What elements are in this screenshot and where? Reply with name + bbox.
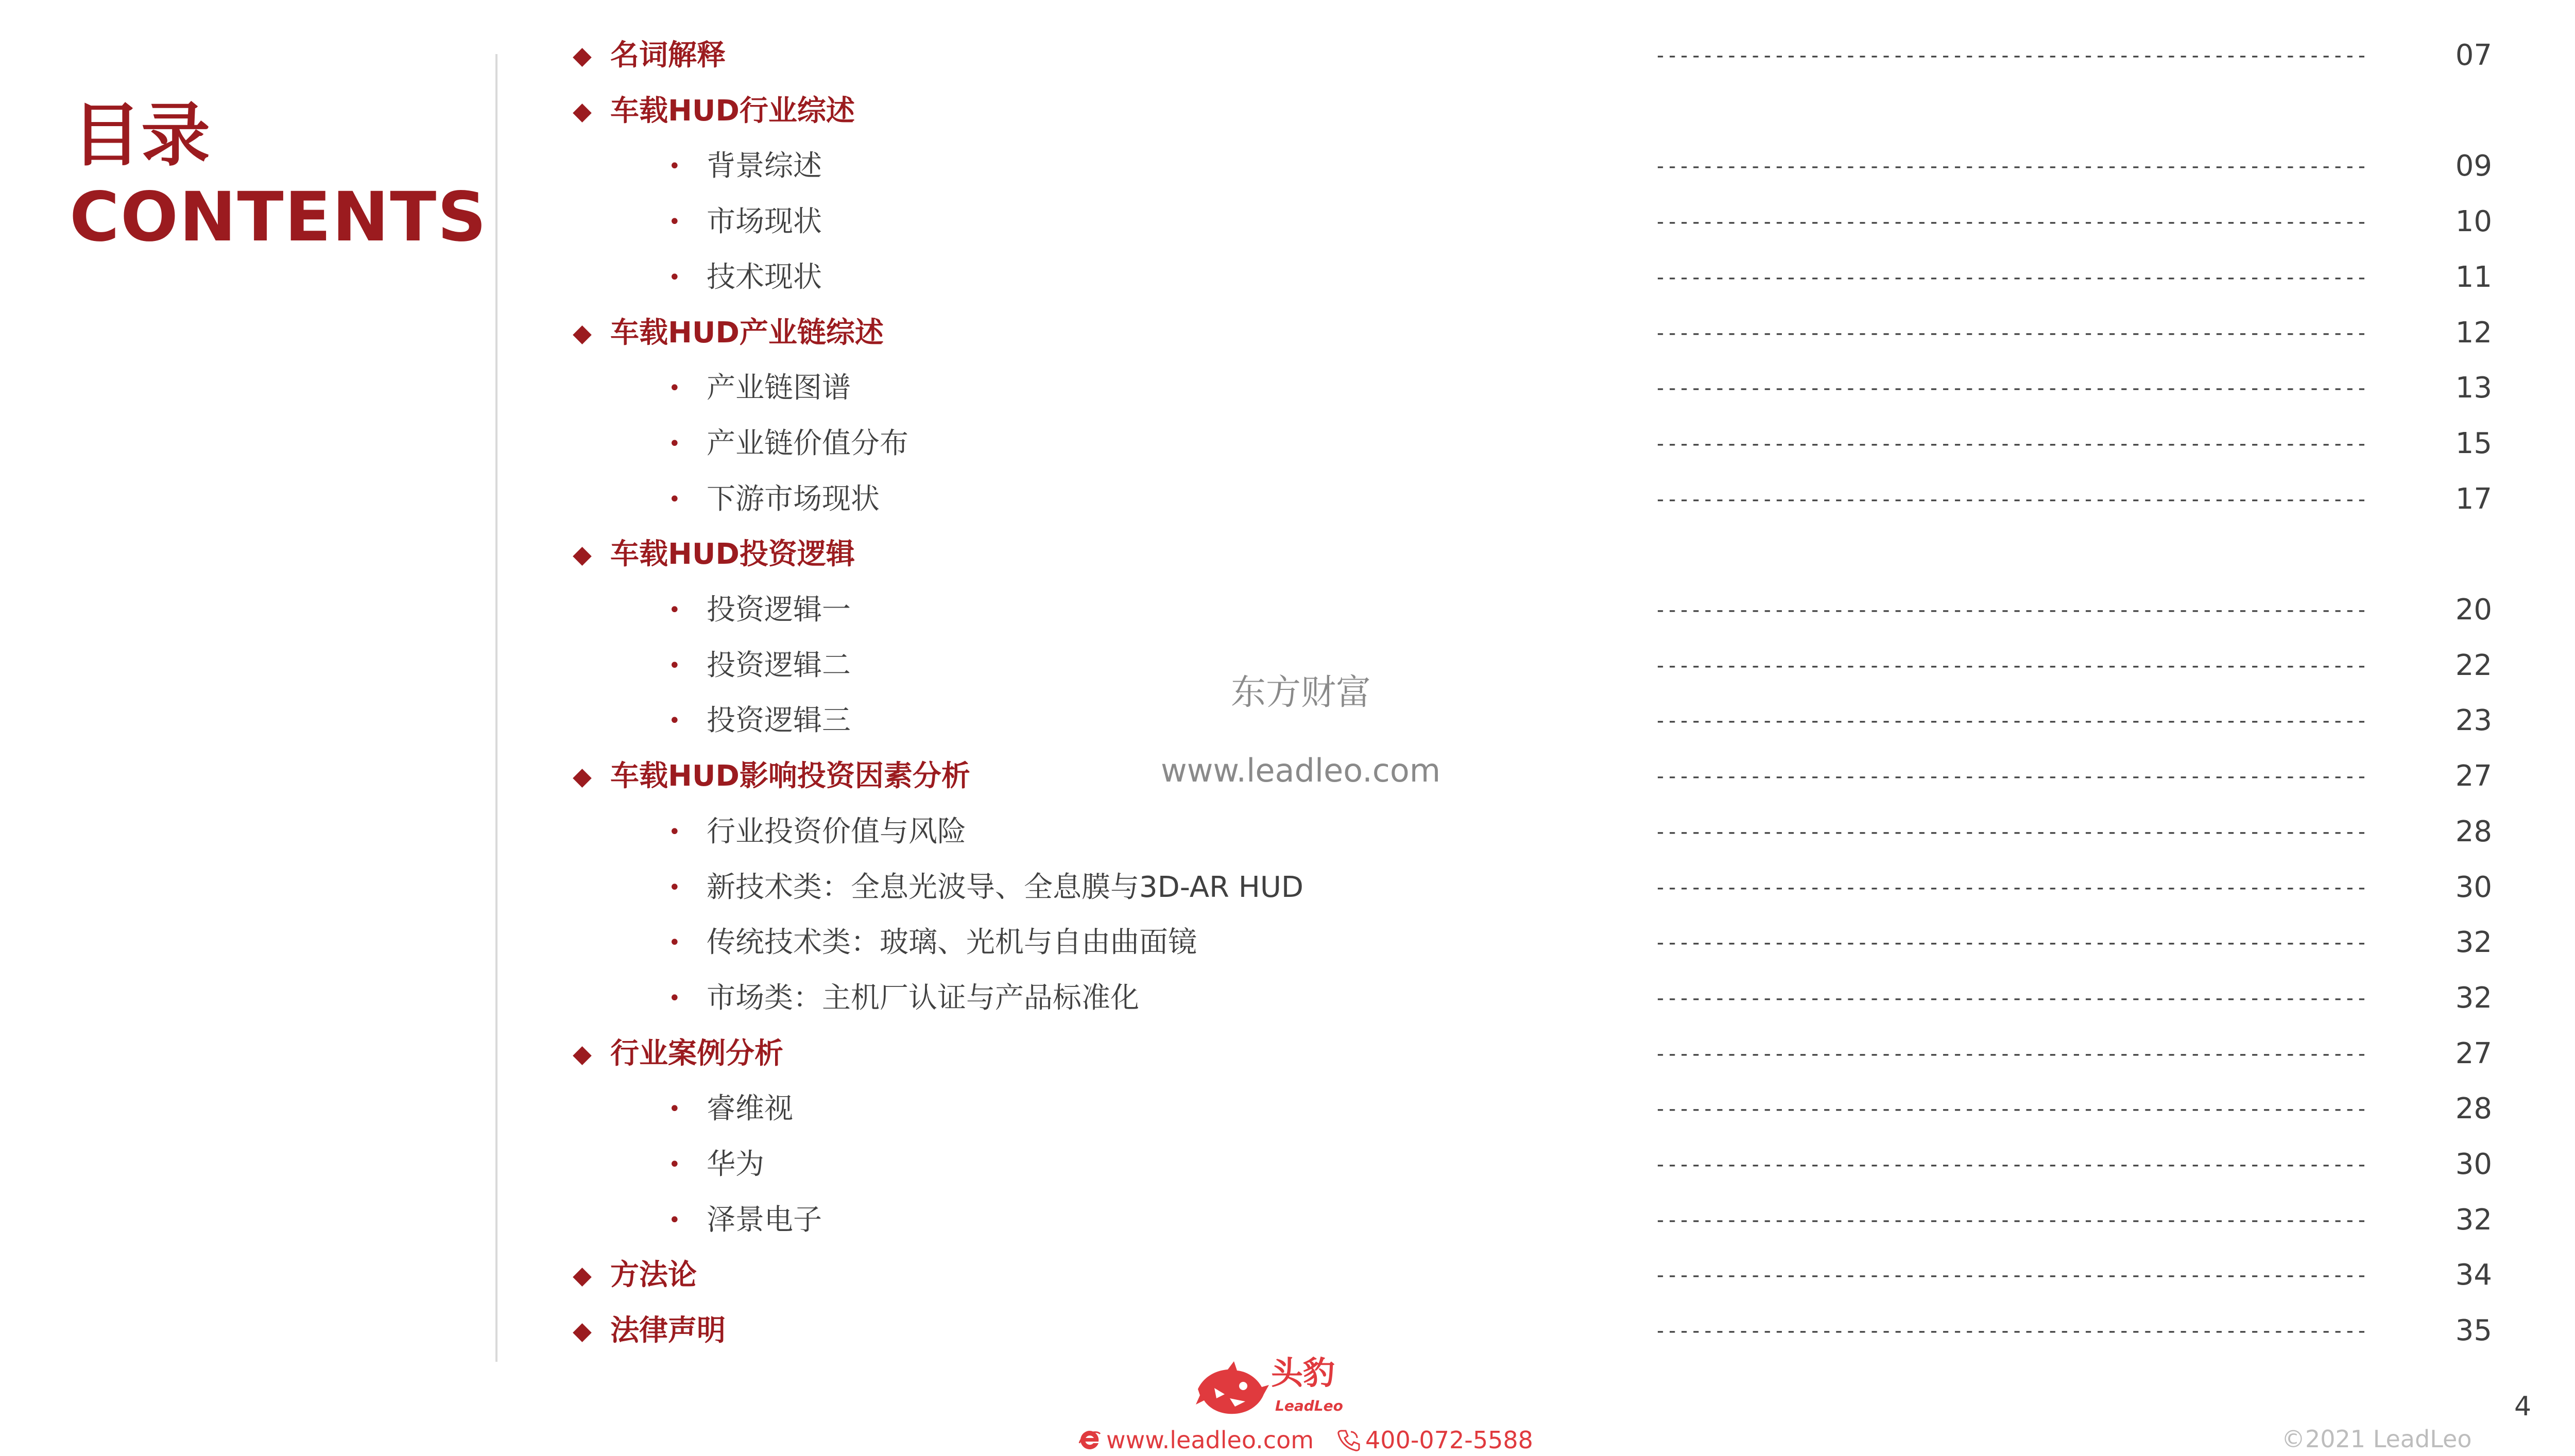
toc-page-number: 23 bbox=[2455, 704, 2492, 738]
page-number: 4 bbox=[2514, 1391, 2532, 1422]
dot-bullet-icon: • bbox=[668, 210, 681, 234]
toc-label: 车载HUD产业链综述 bbox=[610, 316, 884, 350]
toc-page-number: 27 bbox=[2455, 1036, 2492, 1070]
logo-subtext: LeadLeo bbox=[1275, 1397, 1343, 1414]
toc-page-number: 32 bbox=[2455, 1203, 2492, 1237]
toc-section[interactable] bbox=[0, 1028, 2575, 1080]
leadleo-logo bbox=[1194, 1354, 1353, 1419]
toc-label: 行业投资价值与风险 bbox=[707, 814, 966, 848]
dot-leader: ------------------------------------------------------------ bbox=[1654, 709, 2367, 733]
toc-subsection[interactable] bbox=[0, 584, 2575, 636]
leopard-logo-icon bbox=[1194, 1357, 1271, 1419]
dot-bullet-icon: • bbox=[668, 431, 681, 456]
dot-bullet-icon: • bbox=[668, 1208, 681, 1232]
toc-label: 泽景电子 bbox=[707, 1203, 822, 1237]
toc-subsection[interactable] bbox=[0, 362, 2575, 414]
toc-label: 技术现状 bbox=[707, 260, 822, 294]
dot-leader: ------------------------------------------------------------ bbox=[1654, 1319, 2367, 1343]
dot-leader: ------------------------------------------------------------ bbox=[1654, 1153, 2367, 1176]
dot-bullet-icon: • bbox=[668, 986, 681, 1010]
toc-page-number: 32 bbox=[2455, 926, 2492, 960]
diamond-bullet-icon: ◆ bbox=[573, 41, 592, 70]
toc-page-number: 27 bbox=[2455, 759, 2492, 793]
toc-subsection[interactable] bbox=[0, 252, 2575, 303]
dot-leader: ------------------------------------------------------------ bbox=[1654, 376, 2367, 401]
dot-bullet-icon: • bbox=[668, 154, 681, 179]
dot-leader: ------------------------------------------------------------ bbox=[1654, 598, 2367, 622]
diamond-bullet-icon: ◆ bbox=[573, 1039, 592, 1068]
dot-leader: ------------------------------------------------------------ bbox=[1654, 1263, 2367, 1288]
dot-leader: ------------------------------------------------------------ bbox=[1654, 431, 2367, 456]
toc-page-number: 15 bbox=[2455, 426, 2492, 460]
toc-subsection[interactable] bbox=[0, 141, 2575, 192]
toc-label: 新技术类：全息光波导、全息膜与3D-AR HUD bbox=[707, 870, 1303, 904]
toc-page-number: 17 bbox=[2455, 482, 2492, 516]
toc-label: 方法论 bbox=[610, 1258, 697, 1292]
dot-leader: ------------------------------------------------------------ bbox=[1654, 1208, 2367, 1232]
toc-label: 投资逻辑三 bbox=[707, 704, 851, 738]
toc-subsection[interactable] bbox=[0, 917, 2575, 968]
toc-page-number: 28 bbox=[2455, 814, 2492, 848]
footer-phone: 400-072-5588 bbox=[1365, 1426, 1533, 1454]
toc-page-number: 28 bbox=[2455, 1092, 2492, 1126]
dot-bullet-icon: • bbox=[668, 376, 681, 401]
toc-section[interactable] bbox=[0, 529, 2575, 580]
toc-subsection[interactable] bbox=[0, 862, 2575, 913]
browser-e-icon bbox=[1077, 1428, 1102, 1452]
toc-label: 传统技术类：玻璃、光机与自由曲面镜 bbox=[707, 926, 1197, 960]
toc-label: 下游市场现状 bbox=[707, 482, 880, 516]
logo-text: 头豹 bbox=[1271, 1354, 1335, 1392]
toc-section[interactable] bbox=[0, 307, 2575, 359]
toc-label: 背景综述 bbox=[707, 149, 822, 183]
toc-label: 车载HUD投资逻辑 bbox=[610, 538, 855, 571]
toc-section[interactable] bbox=[0, 85, 2575, 137]
dot-bullet-icon: • bbox=[668, 598, 681, 622]
dot-leader: ------------------------------------------------------------ bbox=[1654, 321, 2367, 345]
diamond-bullet-icon: ◆ bbox=[573, 762, 592, 791]
toc-label: 车载HUD影响投资因素分析 bbox=[610, 759, 970, 793]
dot-bullet-icon: • bbox=[668, 709, 681, 733]
toc-subsection[interactable] bbox=[0, 1139, 2575, 1190]
dot-bullet-icon: • bbox=[668, 487, 681, 511]
phone-icon bbox=[1336, 1428, 1361, 1452]
footer-contact bbox=[1077, 1426, 1533, 1452]
dot-bullet-icon: • bbox=[668, 1097, 681, 1121]
toc-page-number: 07 bbox=[2455, 39, 2492, 72]
toc-page-number: 30 bbox=[2455, 870, 2492, 904]
toc-page-number: 34 bbox=[2455, 1258, 2492, 1292]
diamond-bullet-icon: ◆ bbox=[573, 1316, 592, 1346]
dot-leader: ------------------------------------------------------------ bbox=[1654, 1042, 2367, 1066]
dot-bullet-icon: • bbox=[668, 875, 681, 899]
dot-leader: ------------------------------------------------------------ bbox=[1654, 986, 2367, 1010]
toc-label: 产业链价值分布 bbox=[707, 426, 908, 460]
toc-page-number: 20 bbox=[2455, 593, 2492, 627]
toc-label: 名词解释 bbox=[610, 39, 726, 72]
dot-leader: ------------------------------------------------------------ bbox=[1654, 44, 2367, 67]
toc-subsection[interactable] bbox=[0, 1083, 2575, 1135]
dot-bullet-icon: • bbox=[668, 1153, 681, 1176]
toc-page-number: 35 bbox=[2455, 1314, 2492, 1348]
diamond-bullet-icon: ◆ bbox=[573, 1261, 592, 1290]
toc-label: 法律声明 bbox=[610, 1314, 726, 1348]
copyright: ©2021 LeadLeo bbox=[2281, 1425, 2472, 1453]
dot-leader: ------------------------------------------------------------ bbox=[1654, 210, 2367, 234]
dot-leader: ------------------------------------------------------------ bbox=[1654, 765, 2367, 789]
diamond-bullet-icon: ◆ bbox=[573, 318, 592, 348]
toc-page-number: 22 bbox=[2455, 648, 2492, 682]
title-zh: 目录 bbox=[72, 95, 211, 176]
dot-leader: ------------------------------------------------------------ bbox=[1654, 154, 2367, 179]
diamond-bullet-icon: ◆ bbox=[573, 540, 592, 569]
toc-subsection[interactable] bbox=[0, 474, 2575, 525]
title-en: CONTENTS bbox=[70, 178, 488, 257]
toc-page-number: 09 bbox=[2455, 149, 2492, 183]
dot-leader: ------------------------------------------------------------ bbox=[1654, 653, 2367, 678]
toc-subsection[interactable] bbox=[0, 806, 2575, 858]
toc-section[interactable] bbox=[0, 1305, 2575, 1357]
toc-label: 投资逻辑二 bbox=[707, 648, 851, 682]
toc-section[interactable] bbox=[0, 30, 2575, 81]
toc-label: 华为 bbox=[707, 1148, 764, 1181]
toc-label: 产业链图谱 bbox=[707, 371, 851, 405]
toc-page-number: 10 bbox=[2455, 205, 2492, 239]
toc-page-number: 13 bbox=[2455, 371, 2492, 405]
toc-subsection[interactable] bbox=[0, 1194, 2575, 1246]
toc-label: 市场类：主机厂认证与产品标准化 bbox=[707, 981, 1139, 1015]
watermark-url: www.leadleo.com bbox=[1161, 752, 1441, 789]
toc-page-number: 32 bbox=[2455, 981, 2492, 1015]
toc-label: 行业案例分析 bbox=[610, 1036, 783, 1070]
diamond-bullet-icon: ◆ bbox=[573, 96, 592, 126]
toc-label: 市场现状 bbox=[707, 205, 822, 239]
dot-bullet-icon: • bbox=[668, 820, 681, 844]
toc-page-number: 30 bbox=[2455, 1148, 2492, 1181]
dot-leader: ------------------------------------------------------------ bbox=[1654, 931, 2367, 955]
toc-page-number: 11 bbox=[2455, 260, 2492, 294]
dot-leader: ------------------------------------------------------------ bbox=[1654, 487, 2367, 511]
watermark-text: 东方财富 bbox=[1231, 672, 1371, 713]
dot-bullet-icon: • bbox=[668, 931, 681, 955]
toc-section[interactable] bbox=[0, 1250, 2575, 1301]
toc-label: 投资逻辑一 bbox=[707, 593, 851, 627]
toc-subsection[interactable] bbox=[0, 196, 2575, 248]
dot-leader: ------------------------------------------------------------ bbox=[1654, 265, 2367, 289]
toc-label: 车载HUD行业综述 bbox=[610, 94, 855, 128]
toc-subsection[interactable] bbox=[0, 973, 2575, 1024]
dot-leader: ------------------------------------------------------------ bbox=[1654, 820, 2367, 844]
dot-leader: ------------------------------------------------------------ bbox=[1654, 875, 2367, 899]
toc-label: 睿维视 bbox=[707, 1092, 793, 1126]
dot-leader: ------------------------------------------------------------ bbox=[1654, 1097, 2367, 1121]
toc-subsection[interactable] bbox=[0, 418, 2575, 470]
dot-bullet-icon: • bbox=[668, 653, 681, 678]
footer-website-link[interactable]: www.leadleo.com bbox=[1106, 1426, 1314, 1454]
toc-page-number: 12 bbox=[2455, 316, 2492, 350]
dot-bullet-icon: • bbox=[668, 265, 681, 289]
